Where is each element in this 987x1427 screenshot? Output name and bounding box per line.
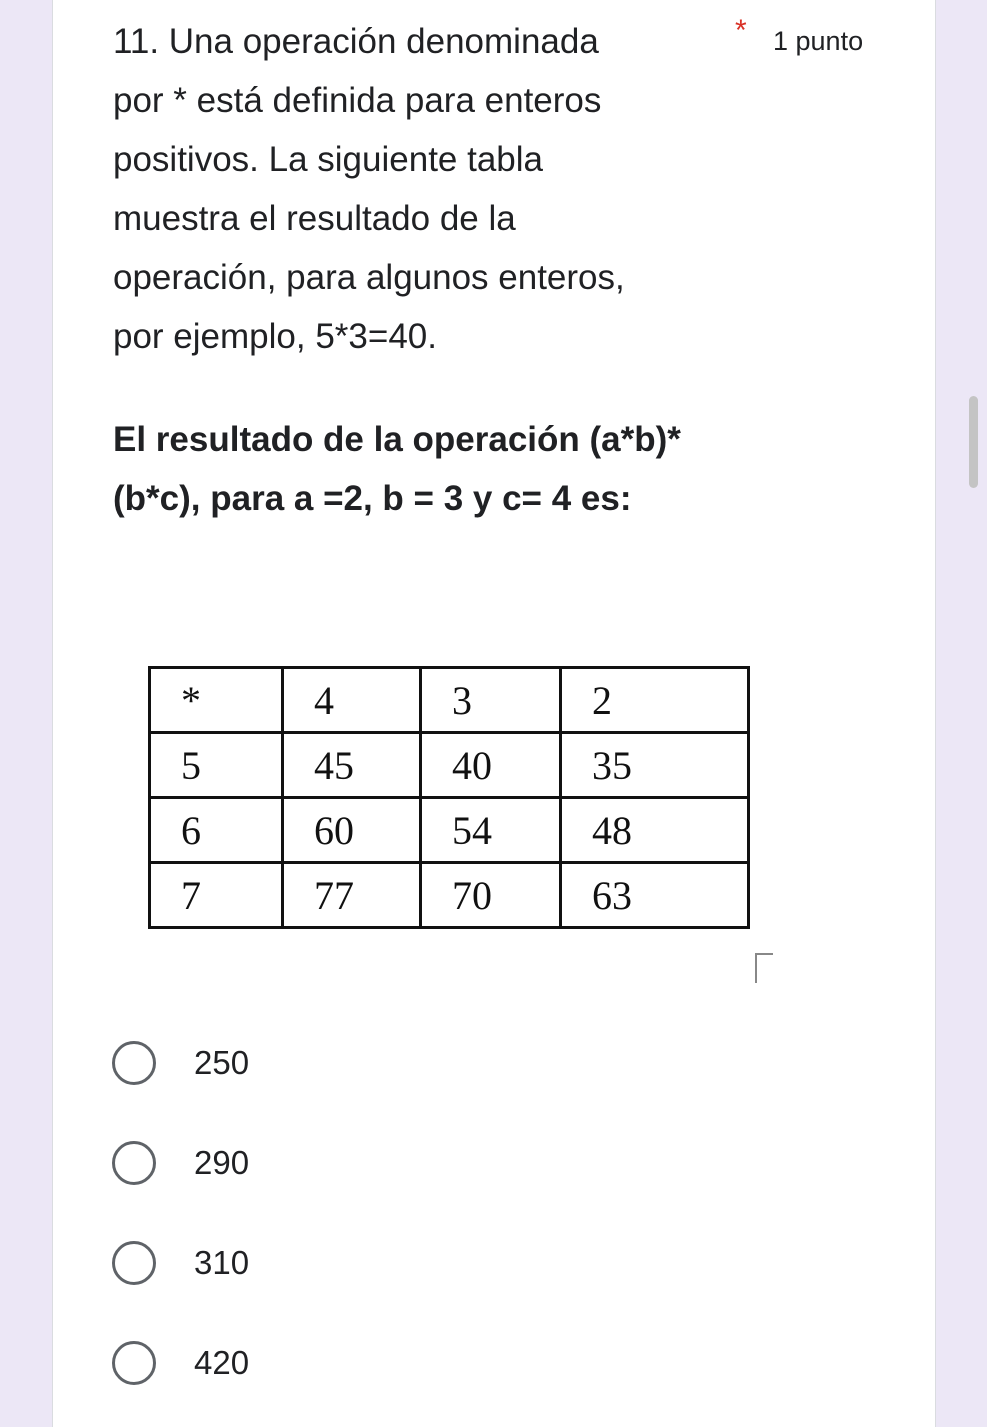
option-label: 420: [194, 1344, 250, 1381]
question-prompt: El resultado de la operación (a*b)* (b*c), para a =2, b = 3 y c= 4 es:: [113, 420, 681, 518]
table-cell: 6: [150, 798, 283, 863]
answer-options: [112, 1013, 249, 1413]
option-250[interactable]: [112, 1013, 249, 1113]
required-asterisk: *: [735, 14, 747, 47]
option-290[interactable]: [112, 1113, 249, 1213]
points-label: 1 punto: [773, 26, 864, 56]
table-cell: 4: [283, 668, 421, 733]
radio-button[interactable]: [112, 1241, 156, 1285]
radio-button[interactable]: [112, 1141, 156, 1185]
table-cell: 5: [150, 733, 283, 798]
table-cell: 35: [561, 733, 749, 798]
table-cell: 54: [421, 798, 561, 863]
table-cell: 60: [283, 798, 421, 863]
table-cell: 63: [561, 863, 749, 928]
image-crop-handle: [755, 953, 773, 983]
table-cell: 45: [283, 733, 421, 798]
question-title: 11. Una operación denominada por * está definida para enteros positivos. La siguiente tabla muestra el resultado de la operación, para algunos enteros, por ejemplo, 5*3=40.: [113, 22, 625, 356]
option-420[interactable]: [112, 1313, 249, 1413]
table-row: [150, 863, 749, 928]
table-cell: 3: [421, 668, 561, 733]
radio-button[interactable]: [112, 1341, 156, 1385]
table-cell: 40: [421, 733, 561, 798]
option-310[interactable]: [112, 1213, 249, 1313]
table-cell: 70: [421, 863, 561, 928]
option-label: 290: [194, 1144, 250, 1181]
table-cell: 77: [283, 863, 421, 928]
option-label: 250: [194, 1044, 250, 1081]
table-cell: 7: [150, 863, 283, 928]
table-cell: *: [150, 668, 283, 733]
option-label: 310: [194, 1244, 250, 1281]
table-row: [150, 798, 749, 863]
table-cell: 48: [561, 798, 749, 863]
table-row: [150, 733, 749, 798]
operation-table: [148, 666, 750, 929]
scrollbar[interactable]: [969, 396, 978, 488]
table-cell: 2: [561, 668, 749, 733]
radio-button[interactable]: [112, 1041, 156, 1085]
table-row: [150, 668, 749, 733]
